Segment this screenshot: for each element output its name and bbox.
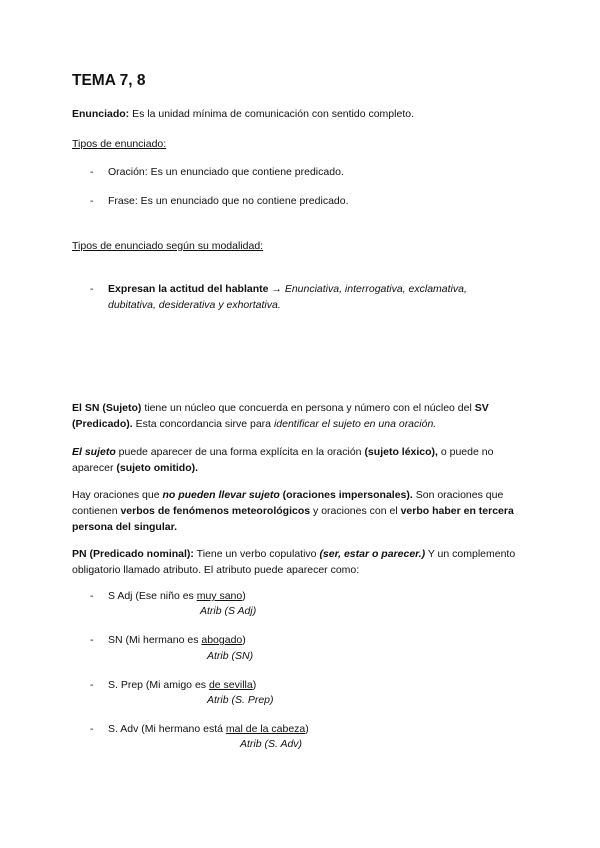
list-item-oracion: Oración: Es un enunciado que contiene predicado. bbox=[108, 166, 344, 178]
atributo-post: ) bbox=[242, 590, 246, 602]
sujeto-text: puede aparecer de una forma explícita en la oración bbox=[115, 446, 365, 458]
atributo-label: Atrib (S. Prep) bbox=[207, 694, 274, 706]
tipos-heading: Tipos de enunciado: bbox=[72, 138, 167, 150]
atributo-example bbox=[108, 590, 246, 602]
sn-paragraph bbox=[72, 400, 532, 432]
modalidad-list-line2: dubitativa, desiderativa y exhortativa. bbox=[108, 299, 281, 311]
impersonal-bold: (oraciones impersonales). bbox=[279, 489, 413, 501]
page-title: TEMA 7, 8 bbox=[72, 72, 146, 89]
atributo-pre: S. Adv (Mi hermano está bbox=[108, 723, 226, 735]
bullet-dash: - bbox=[90, 590, 94, 602]
impersonal-paragraph bbox=[72, 487, 532, 535]
atributo-post: ) bbox=[305, 723, 309, 735]
sn-text: tiene un núcleo que concuerda en persona y número con el núcleo del bbox=[141, 402, 475, 414]
atributo-underlined: abogado bbox=[201, 634, 243, 646]
bullet-dash: - bbox=[90, 679, 94, 691]
modalidad-heading: Tipos de enunciado según su modalidad: bbox=[72, 240, 264, 252]
atributo-pre: S. Prep (Mi amigo es bbox=[108, 679, 209, 691]
pn-term: PN (Predicado nominal): bbox=[72, 548, 194, 560]
atributo-example bbox=[108, 723, 309, 735]
atributo-underlined: mal de la cabeza bbox=[225, 723, 306, 735]
modalidad-arrow: → bbox=[268, 283, 285, 295]
enunciado-text: Es la unidad mínima de comunicación con sentido completo. bbox=[129, 108, 414, 120]
sn-italic: identificar el sujeto en una oración. bbox=[273, 418, 437, 430]
sujeto-text-2: o puede no aparecer bbox=[72, 446, 494, 474]
impersonal-text-3: y oraciones con el bbox=[310, 505, 401, 517]
modalidad-item bbox=[108, 283, 467, 295]
impersonal-bold-italic: no pueden llevar sujeto bbox=[162, 489, 280, 501]
bullet-dash: - bbox=[90, 283, 94, 295]
sn-text-2: Esta concordancia sirve para bbox=[132, 418, 274, 430]
atributo-post: ) bbox=[252, 679, 257, 691]
sujeto-omitido: (sujeto omitido). bbox=[116, 462, 199, 474]
enunciado-definition bbox=[72, 108, 414, 120]
sn-term: El SN (Sujeto) bbox=[72, 402, 142, 414]
sujeto-lexico: (sujeto léxico), bbox=[364, 446, 438, 458]
atributo-underlined: de sevilla bbox=[208, 679, 253, 691]
atributo-label: Atrib (S. Adv) bbox=[240, 738, 303, 750]
atributo-pre: S Adj (Ese niño es bbox=[108, 590, 197, 602]
sujeto-term: El sujeto bbox=[72, 446, 116, 458]
impersonal-text-2: Son oraciones que contienen bbox=[72, 489, 504, 517]
enunciado-term: Enunciado: bbox=[72, 108, 130, 120]
pn-paragraph bbox=[72, 546, 532, 578]
bullet-dash: - bbox=[90, 166, 94, 178]
impersonal-text: Hay oraciones que bbox=[72, 489, 163, 501]
pn-text: Tiene un verbo copulativo bbox=[193, 548, 320, 560]
meteorologicos-bold: verbos de fenómenos meteorológicos bbox=[120, 505, 311, 517]
copulativos: (ser, estar o parecer.) bbox=[319, 548, 426, 560]
atributo-post: ) bbox=[242, 634, 246, 646]
atributo-label: Atrib (S Adj) bbox=[200, 605, 257, 617]
bullet-dash: - bbox=[90, 195, 94, 207]
atributo-example bbox=[108, 634, 246, 646]
list-item-frase: Frase: Es un enunciado que no contiene predicado. bbox=[108, 195, 349, 207]
modalidad-list-line1: Enunciativa, interrogativa, exclamativa, bbox=[284, 283, 467, 295]
sv-term: SV (Predicado). bbox=[72, 402, 489, 430]
bullet-dash: - bbox=[90, 723, 94, 735]
bullet-dash: - bbox=[90, 634, 94, 646]
pn-text-2: Y un complemento obligatorio llamado atributo. El atributo puede aparecer como: bbox=[72, 548, 516, 576]
sujeto-paragraph bbox=[72, 444, 532, 476]
atributo-label: Atrib (SN) bbox=[207, 650, 254, 662]
atributo-underlined: muy sano bbox=[196, 590, 243, 602]
modalidad-bold: Expresan la actitud del hablante bbox=[108, 283, 269, 295]
haber-bold: verbo haber en tercera persona del singular. bbox=[72, 505, 514, 533]
atributo-example bbox=[108, 679, 256, 691]
atributo-pre: SN (Mi hermano es bbox=[108, 634, 202, 646]
